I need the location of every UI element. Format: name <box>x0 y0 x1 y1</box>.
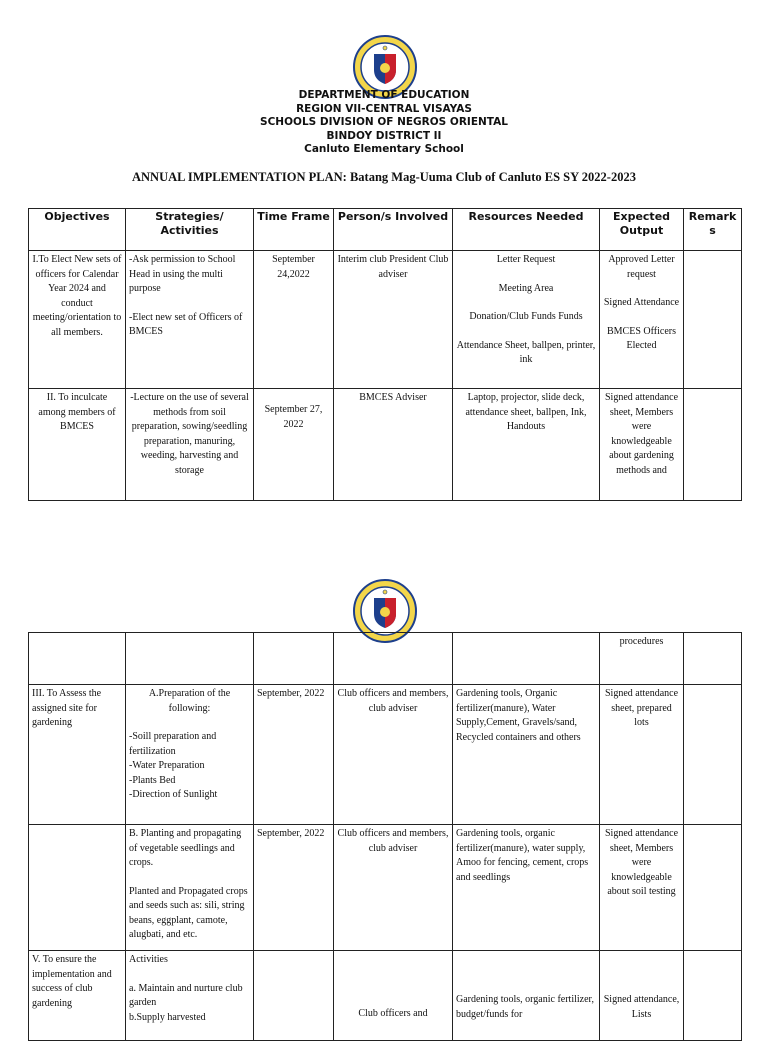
persons-cell <box>334 951 453 1041</box>
column-header: Remark s <box>684 209 742 251</box>
objective-cell: III. To Assess the assigned site for gardening <box>29 685 126 825</box>
cell-line: Gardening tools, Organic fertilizer(manure), Water Supply,Cement, Gravels/sand, Recycled containers and others <box>456 688 581 743</box>
header-department: DEPARTMENT OF EDUCATION <box>298 89 470 101</box>
output-cell <box>600 251 684 389</box>
column-header: Objectives <box>29 209 126 251</box>
objective-cell: I.To Elect New sets of officers for Calendar Year 2024 and conduct meeting/orientation to all members. <box>29 251 126 389</box>
table-row <box>29 951 742 1041</box>
remarks-cell <box>684 685 742 825</box>
resources-cell <box>453 389 600 501</box>
persons-text: Club officers and <box>358 1008 428 1019</box>
table-header-row <box>29 209 742 251</box>
column-header: Person/s Involved <box>334 209 453 251</box>
resources-cell <box>453 825 600 951</box>
plan-title: ANNUAL IMPLEMENTATION PLAN: Batang Mag-Uuma Club of Canluto ES SY 2022-2023 <box>132 170 636 184</box>
resources-cell <box>453 633 600 685</box>
strategy-cell <box>126 951 254 1041</box>
cell-line: Letter Request <box>496 254 556 265</box>
table-row <box>29 389 742 501</box>
cell-line: -Ask permission to School Head in using the multi purpose <box>129 254 236 294</box>
header-district: BINDOY DISTRICT II <box>326 129 442 142</box>
plan-table-page-1 <box>28 208 742 501</box>
strategy-cell <box>126 633 254 685</box>
cell-line: Gardening tools, organic fertilizer, budget/funds for <box>456 994 594 1020</box>
cell-line: b.Supply harvested <box>129 1011 206 1023</box>
persons-cell: BMCES Adviser <box>334 389 453 501</box>
output-cell: procedures <box>600 633 684 685</box>
document-page-1 <box>0 0 768 512</box>
cell-line: Attendance Sheet, ballpen, printer, ink <box>456 339 596 365</box>
cell-line: Planted and Propagated crops and seeds such as: sili, string beans, eggplant, camote, alugbati, and etc. <box>129 885 248 940</box>
remarks-cell <box>684 825 742 951</box>
objective-cell <box>29 633 126 685</box>
cell-line: -Soill preparation and fertilization <box>129 731 217 757</box>
time-frame-cell: September, 2022 <box>254 825 334 951</box>
resources-cell <box>453 951 600 1041</box>
cell-line: Signed attendance sheet, Members were knowledgeable about gardening methods and <box>604 392 679 476</box>
time-frame-cell: September, 2022 <box>254 685 334 825</box>
resources-cell <box>453 251 600 389</box>
cell-line: Laptop, projector, slide deck, attendance sheet, ballpen, Ink, Handouts <box>465 392 587 432</box>
header-region: REGION VII-CENTRAL VISAYAS <box>296 102 472 115</box>
time-frame-cell <box>254 389 334 501</box>
time-frame-text: September 27, 2022 <box>264 404 323 430</box>
strategy-cell <box>126 825 254 951</box>
header-school: Canluto Elementary School <box>304 143 464 155</box>
objective-cell: II. To inculcate among members of BMCES <box>29 389 126 501</box>
time-frame-cell: September 24,2022 <box>254 251 334 389</box>
cell-line: Signed attendance sheet, Members were knowledgeable about soil testing <box>604 828 679 897</box>
cell-line: Signed attendance sheet, prepared lots <box>604 688 679 728</box>
cell-line: a. Maintain and nurture club garden <box>129 982 243 1008</box>
persons-cell: Club officers and members, club adviser <box>334 685 453 825</box>
persons-cell <box>334 633 453 685</box>
column-header: Strategies/ Activities <box>126 209 254 251</box>
remarks-cell <box>684 633 742 685</box>
cell-line: Approved Letter request <box>608 254 675 280</box>
cell-line: -Lecture on the use of several methods from soil preparation, sowing/seedling preparation, manuring, weeding, harvesting and storage <box>130 392 249 476</box>
persons-cell: Club officers and members, club adviser <box>334 825 453 951</box>
column-header: Resources Needed <box>453 209 600 251</box>
cell-line: BMCES Officers Elected <box>607 325 676 351</box>
strategy-cell <box>126 685 254 825</box>
strategy-cell <box>126 389 254 501</box>
plan-table-page-2 <box>28 632 742 1041</box>
output-cell <box>600 951 684 1041</box>
table-row <box>29 685 742 825</box>
letterhead <box>0 89 768 157</box>
remarks-cell <box>684 389 742 501</box>
cell-line: Signed Attendance <box>603 297 680 308</box>
persons-cell: Interim club President Club adviser <box>334 251 453 389</box>
cell-line: Activities <box>129 954 168 965</box>
cell-line: -Plants Bed <box>129 774 176 786</box>
output-cell <box>600 685 684 825</box>
header-division: SCHOOLS DIVISION OF NEGROS ORIENTAL <box>260 116 508 128</box>
time-frame-cell <box>254 951 334 1041</box>
cell-line: -Water Preparation <box>129 760 205 771</box>
objective-cell: V. To ensure the implementation and success of club gardening <box>29 951 126 1041</box>
cell-line: Donation/Club Funds Funds <box>469 311 583 322</box>
output-cell <box>600 389 684 501</box>
column-header: Expected Output <box>600 209 684 251</box>
output-cell <box>600 825 684 951</box>
remarks-cell <box>684 951 742 1041</box>
cell-line: B. Planting and propagating of vegetable seedlings and crops. <box>129 828 242 868</box>
cell-line: -Elect new set of Officers of BMCES <box>129 311 243 337</box>
table-row <box>29 251 742 389</box>
column-header: Time Frame <box>254 209 334 251</box>
table-row <box>29 633 742 685</box>
cell-line: Meeting Area <box>498 282 554 294</box>
cell-line: -Direction of Sunlight <box>129 789 218 800</box>
cell-line: Gardening tools, organic fertilizer(manure), water supply, Amoo for fencing, cement, crops and seedlings <box>456 828 589 883</box>
resources-cell <box>453 685 600 825</box>
time-frame-cell <box>254 633 334 685</box>
remarks-cell <box>684 251 742 389</box>
table-row <box>29 825 742 951</box>
cell-line: Signed attendance, Lists <box>603 994 680 1020</box>
strategy-cell <box>126 251 254 389</box>
cell-line: A.Preparation of the following: <box>148 688 231 714</box>
objective-cell <box>29 825 126 951</box>
document-page-2 <box>0 512 768 1024</box>
